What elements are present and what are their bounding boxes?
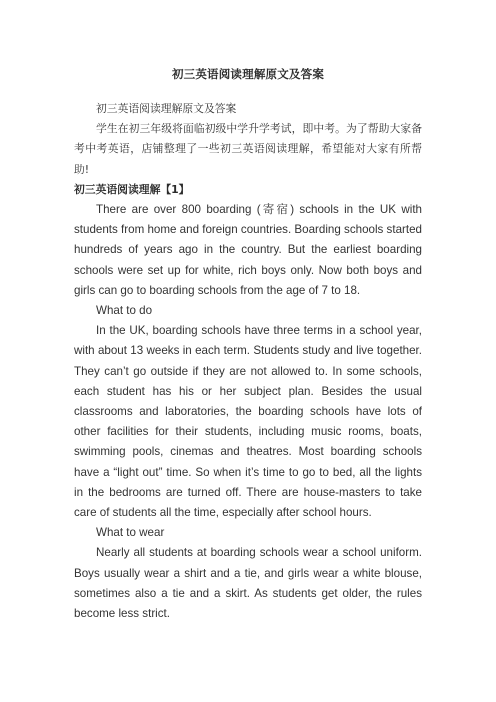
- paragraph-3: Nearly all students at boarding schools wear a school uniform. Boys usually wear a shirt and a tie, and girls wear a white blouse, sometimes also a tie and a skirt. As students get older, the rules become less strict.: [74, 546, 422, 621]
- intro-title: 初三英语阅读理解原文及答案: [96, 102, 237, 115]
- section-heading: 初三英语阅读理解【1】: [74, 182, 190, 196]
- paragraph-1: There are over 800 boarding (寄宿) schools in the UK with students from home and foreign countries. Boarding schools started hundreds of years ago in the country. But the earliest boarding schools were set up for white, rich boys only. Now both boys and girls can go to boarding schools from the age of 7 to 18.: [74, 203, 423, 297]
- subheading-what-to-do: What to do: [96, 304, 153, 318]
- intro-text: 学生在初三年级将面临初级中学升学考试，即中考。为了帮助大家备考中考英语，店铺整理了一些初三英语阅读理解，希望能对大家有所帮助!: [74, 122, 422, 176]
- paragraph-2: In the UK, boarding schools have three terms in a school year, with about 13 weeks in each term. Students study and live together. They can’t go outside if they are not allowed to. In some schools, each student has his or her subject plan. Besides the usual classrooms and laboratories, the boarding schools have lots of other facilities for their students, including music rooms, boats, swimming pools, cinemas and theatres. Most boarding schools have a “light out” time. So when it’s time to go to bed, all the lights in the bedrooms are turned off. There are house-masters to take care of students all the time, especially after school hours.: [74, 324, 422, 520]
- subheading-what-to-wear: What to wear: [96, 526, 165, 540]
- document-title: 初三英语阅读理解原文及答案: [171, 67, 325, 81]
